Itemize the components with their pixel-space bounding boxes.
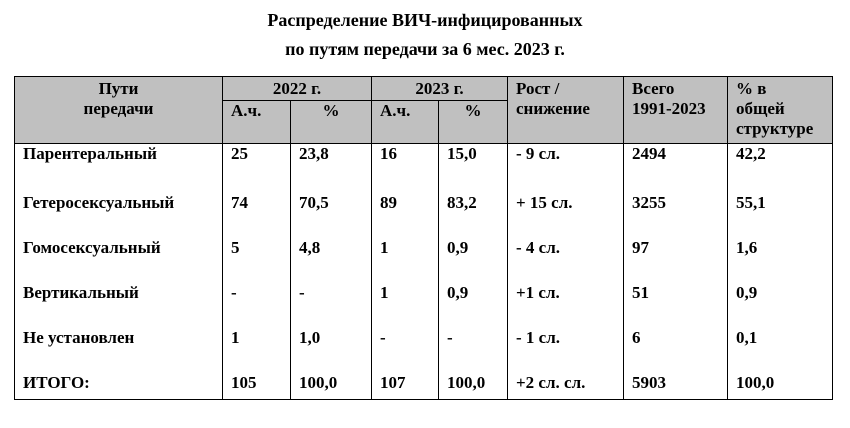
cell-route: Гомосексуальный	[15, 213, 223, 258]
cell-2023-pct: 100,0	[439, 348, 508, 400]
cell-2022-abs: 74	[223, 168, 291, 213]
cell-2022-pct: 100,0	[291, 348, 372, 400]
cell-route: Парентеральный	[15, 144, 223, 169]
header-share	[728, 77, 833, 144]
header-growth-line1: Рост /	[516, 79, 560, 98]
table-row-total	[15, 348, 833, 400]
header-route	[15, 77, 223, 144]
cell-2023-abs: 107	[372, 348, 439, 400]
cell-growth: +1 сл.	[508, 258, 624, 303]
table-row	[15, 213, 833, 258]
cell-2022-abs: 5	[223, 213, 291, 258]
cell-2022-abs: 105	[223, 348, 291, 400]
cell-2023-abs: 1	[372, 213, 439, 258]
cell-share: 100,0	[728, 348, 833, 400]
document-title-line2: по путям передачи за 6 мес. 2023 г.	[285, 39, 565, 59]
cell-2022-abs: 25	[223, 144, 291, 169]
cell-total: 2494	[624, 144, 728, 169]
header-2023-pct: %	[439, 101, 508, 144]
cell-share: 0,1	[728, 303, 833, 348]
cell-share: 0,9	[728, 258, 833, 303]
table-row	[15, 168, 833, 213]
cell-total: 6	[624, 303, 728, 348]
cell-total: 3255	[624, 168, 728, 213]
cell-total: 51	[624, 258, 728, 303]
header-total	[624, 77, 728, 144]
cell-growth: - 4 сл.	[508, 213, 624, 258]
cell-2022-pct: 23,8	[291, 144, 372, 169]
cell-share: 55,1	[728, 168, 833, 213]
table-row	[15, 144, 833, 169]
header-share-line2: общей	[736, 99, 785, 118]
header-year-2022: 2022 г.	[223, 77, 372, 101]
header-2023-abs: А.ч.	[372, 101, 439, 144]
table-row	[15, 258, 833, 303]
cell-2022-pct: 1,0	[291, 303, 372, 348]
header-total-line1: Всего	[632, 79, 675, 98]
cell-2023-abs: 89	[372, 168, 439, 213]
cell-2023-abs: 16	[372, 144, 439, 169]
header-growth	[508, 77, 624, 144]
table-row	[15, 303, 833, 348]
cell-share: 1,6	[728, 213, 833, 258]
cell-growth: - 9 сл.	[508, 144, 624, 169]
header-growth-line2: снижение	[516, 99, 590, 118]
cell-2022-pct: 70,5	[291, 168, 372, 213]
cell-growth: - 1 сл.	[508, 303, 624, 348]
cell-2023-pct: 83,2	[439, 168, 508, 213]
hiv-transmission-table	[14, 76, 833, 400]
cell-route: Вертикальный	[15, 258, 223, 303]
cell-growth: + 15 сл.	[508, 168, 624, 213]
cell-2022-pct: -	[291, 258, 372, 303]
cell-growth: +2 сл. сл.	[508, 348, 624, 400]
cell-route: Не установлен	[15, 303, 223, 348]
header-2022-pct: %	[291, 101, 372, 144]
cell-2023-pct: 0,9	[439, 258, 508, 303]
cell-2022-pct: 4,8	[291, 213, 372, 258]
header-route-line2: передачи	[83, 99, 154, 118]
cell-2023-pct: -	[439, 303, 508, 348]
cell-total: 97	[624, 213, 728, 258]
cell-2022-abs: -	[223, 258, 291, 303]
cell-2022-abs: 1	[223, 303, 291, 348]
header-share-line3: структуре	[736, 119, 814, 138]
cell-route: ИТОГО:	[15, 348, 223, 400]
cell-2023-pct: 0,9	[439, 213, 508, 258]
cell-2023-pct: 15,0	[439, 144, 508, 169]
document-title-line1: Распределение ВИЧ-инфицированных	[267, 10, 583, 30]
cell-route: Гетеросексуальный	[15, 168, 223, 213]
header-share-line1: % в	[736, 79, 767, 98]
header-2022-abs: А.ч.	[223, 101, 291, 144]
cell-total: 5903	[624, 348, 728, 400]
cell-2023-abs: -	[372, 303, 439, 348]
cell-share: 42,2	[728, 144, 833, 169]
header-total-line2: 1991-2023	[632, 99, 706, 118]
header-route-line1: Пути	[98, 79, 139, 98]
header-year-2023: 2023 г.	[372, 77, 508, 101]
cell-2023-abs: 1	[372, 258, 439, 303]
